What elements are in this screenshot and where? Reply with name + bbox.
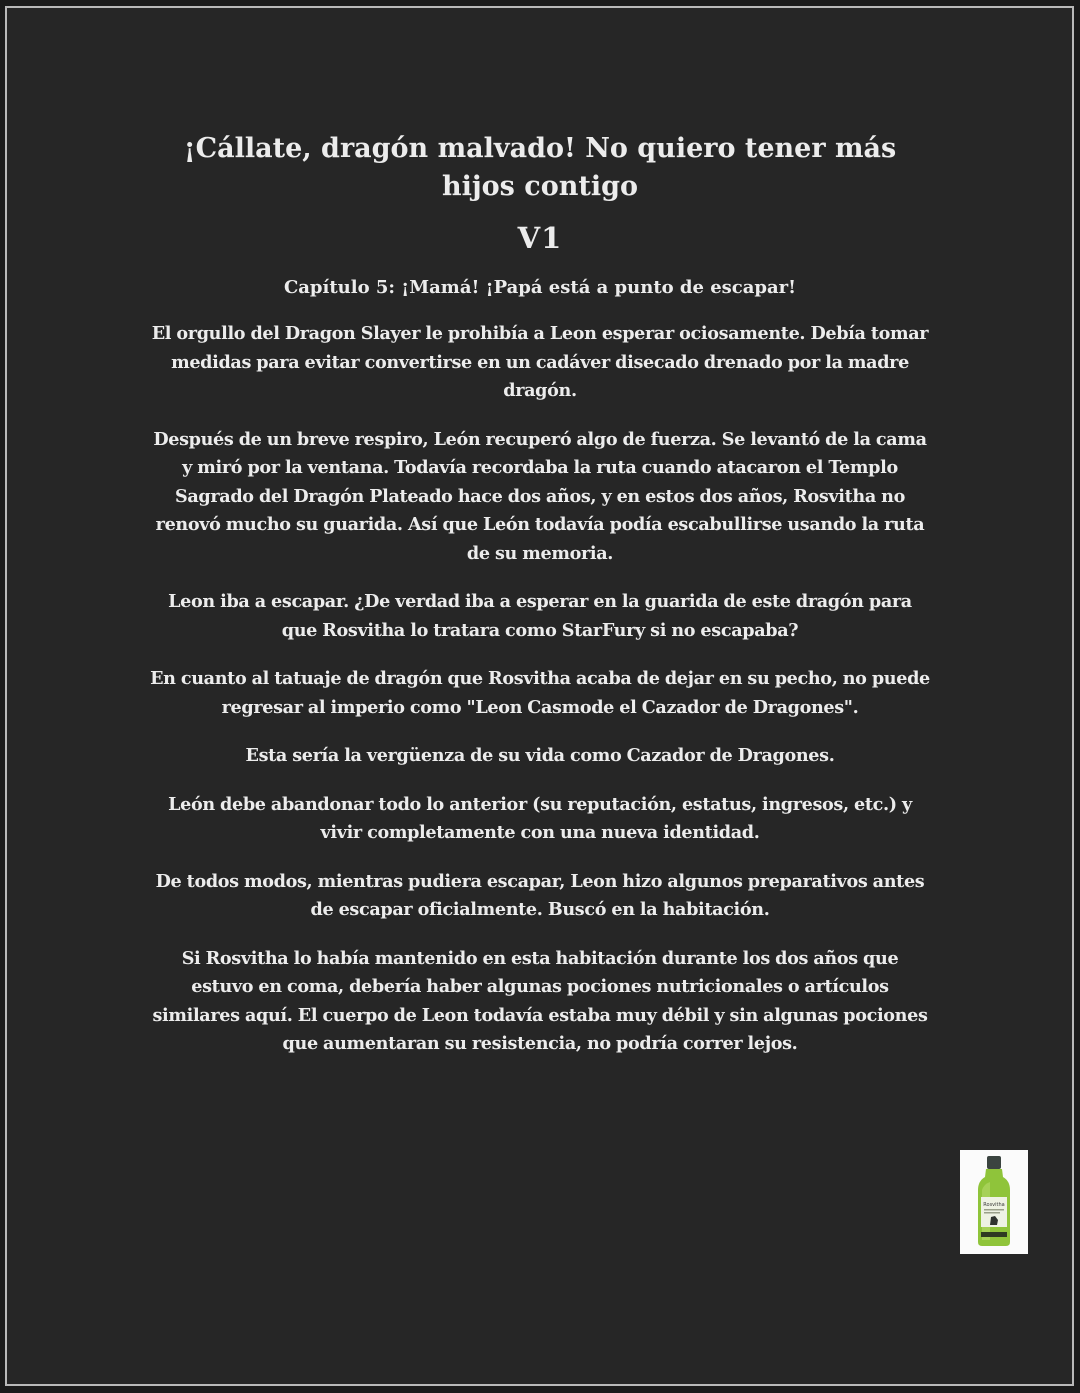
paragraph: Después de un breve respiro, León recuperó algo de fuerza. Se levantó de la cama y miró por la ventana. Todavía recordaba la ruta cuando atacaron el Templo Sagrado del Dragón Plateado hace dos años, y en estos dos años, Rosvitha no renovó mucho su guarida. Así que León todavía podía escabullirse usando la ruta de su memoria.: [153, 428, 927, 564]
paragraph: El orgullo del Dragon Slayer le prohibía a Leon esperar ociosamente. Debía tomar medidas para evitar convertirse en un cadáver disecado drenado por la madre dragón.: [151, 323, 929, 401]
green-bottle-icon: [960, 1150, 1028, 1254]
svg-text:Rosvitha: Rosvitha: [983, 1202, 1005, 1208]
novel-title: ¡Cállate, dragón malvado! No quiero tener más hijos contigo: [183, 133, 897, 202]
paragraph: De todos modos, mientras pudiera escapar, Leon hizo algunos preparativos antes de escapar oficialmente. Buscó en la habitación.: [155, 870, 925, 920]
paragraph: Leon iba a escapar. ¿De verdad iba a esperar en la guarida de este dragón para que Rosvitha lo tratara como StarFury si no escapaba?: [168, 591, 912, 641]
ad-image[interactable]: [960, 1150, 1028, 1254]
volume-label: V1: [517, 221, 563, 255]
paragraph: En cuanto al tatuaje de dragón que Rosvitha acaba de dejar en su pecho, no puede regresar al imperio como "Leon Casmode el Cazador de Dragones".: [150, 668, 930, 718]
paragraph: Si Rosvitha lo había mantenido en esta habitación durante los dos años que estuvo en coma, debería haber algunas pociones nutricionales o artículos similares aquí. El cuerpo de Leon todavía estaba muy débil y sin algunas pociones que aumentaran su resistencia, no podría correr lejos.: [152, 947, 928, 1054]
chapter-heading: Capítulo 5: ¡Mamá! ¡Papá está a punto de escapar!: [283, 277, 797, 298]
paragraph: Esta sería la vergüenza de su vida como Cazador de Dragones.: [245, 745, 835, 766]
chapter-content: [150, 130, 930, 1059]
paragraph: León debe abandonar todo lo anterior (su reputación, estatus, ingresos, etc.) y vivir completamente con una nueva identidad.: [168, 793, 912, 843]
